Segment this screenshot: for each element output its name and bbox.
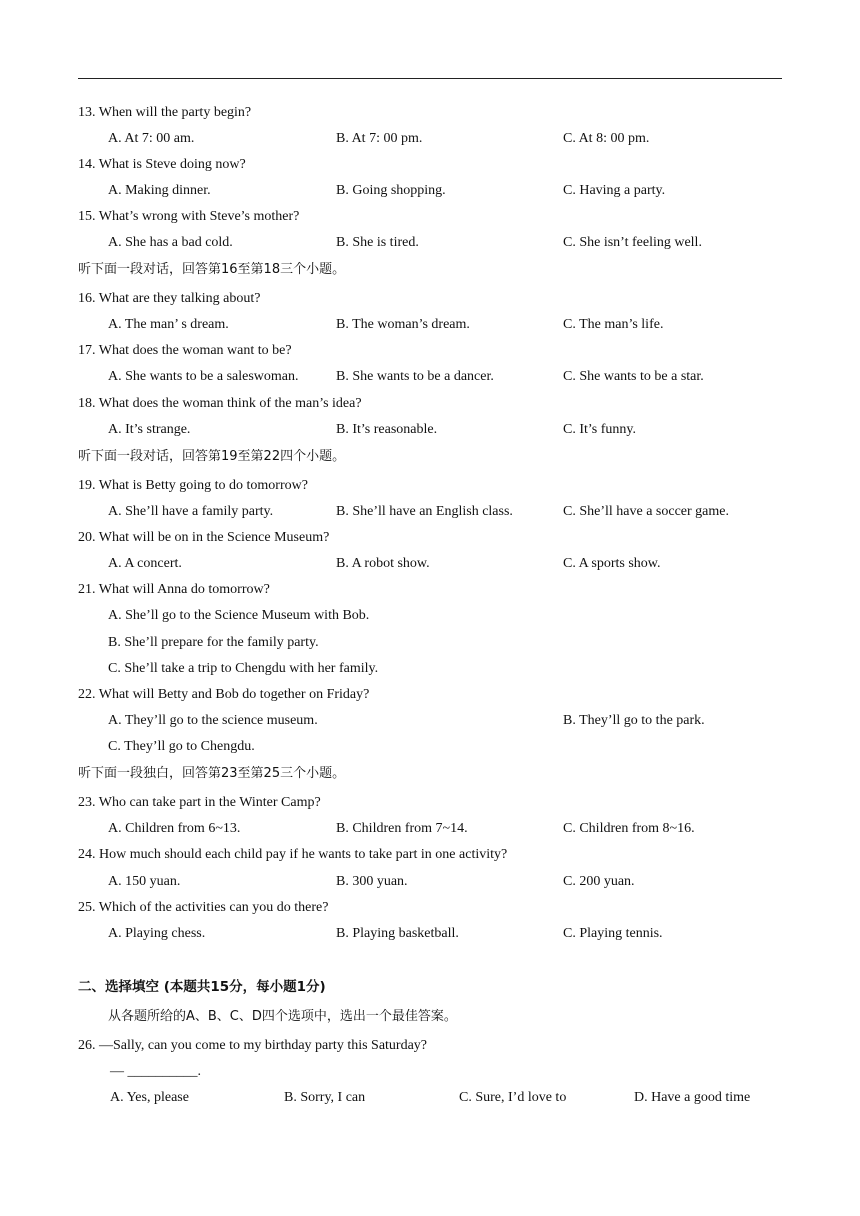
question-20-option-c: C. A sports show. xyxy=(563,556,661,571)
question-13-option-c: C. At 8: 00 pm. xyxy=(563,131,650,146)
section-2-directions: 从各题所给的A、B、C、D四个选项中，选出一个最佳答案。 xyxy=(108,1009,457,1024)
question-21-option-c: C. She’ll take a trip to Chengdu with her family. xyxy=(108,661,379,676)
question-14-option-b: B. Going shopping. xyxy=(336,183,446,198)
question-17-stem: 17. What does the woman want to be? xyxy=(78,343,292,358)
question-22-option-c: C. They’ll go to Chengdu. xyxy=(108,739,255,754)
question-19-option-b: B. She’ll have an English class. xyxy=(336,504,513,519)
question-21-option-b: B. She’ll prepare for the family party. xyxy=(108,635,319,650)
question-26-stem: 26. —Sally, can you come to my birthday party this Saturday? xyxy=(78,1038,428,1053)
question-20-option-b: B. A robot show. xyxy=(336,556,430,571)
question-24-option-a: A. 150 yuan. xyxy=(108,874,181,889)
question-24-option-b: B. 300 yuan. xyxy=(336,874,408,889)
question-14-option-a: A. Making dinner. xyxy=(108,183,211,198)
question-16-option-b: B. The woman’s dream. xyxy=(336,317,470,332)
question-25-option-c: C. Playing tennis. xyxy=(563,926,663,941)
question-15-option-c: C. She isn’t feeling well. xyxy=(563,235,702,250)
question-15-option-b: B. She is tired. xyxy=(336,235,419,250)
question-16-stem: 16. What are they talking about? xyxy=(78,291,261,306)
instruction-16-18: 听下面一段对话，回答第16至第18三个小题。 xyxy=(78,262,346,277)
question-14-stem: 14. What is Steve doing now? xyxy=(78,157,246,172)
question-13-stem: 13. When will the party begin? xyxy=(78,105,252,120)
question-22-option-a: A. They’ll go to the science museum. xyxy=(108,713,318,728)
question-26-option-d: D. Have a good time xyxy=(634,1090,751,1105)
question-25-option-b: B. Playing basketball. xyxy=(336,926,459,941)
question-13-option-b: B. At 7: 00 pm. xyxy=(336,131,423,146)
question-18-stem: 18. What does the woman think of the man’s idea? xyxy=(78,396,362,411)
question-23-option-a: A. Children from 6~13. xyxy=(108,821,241,836)
question-14-option-c: C. Having a party. xyxy=(563,183,666,198)
question-25-option-a: A. Playing chess. xyxy=(108,926,206,941)
question-26-reply-blank: — __________. xyxy=(110,1064,201,1079)
question-18-option-b: B. It’s reasonable. xyxy=(336,422,438,437)
question-17-option-a: A. She wants to be a saleswoman. xyxy=(108,369,299,384)
question-21-option-a: A. She’ll go to the Science Museum with Bob. xyxy=(108,608,370,623)
question-22-option-b: B. They’ll go to the park. xyxy=(563,713,705,728)
question-17-option-b: B. She wants to be a dancer. xyxy=(336,369,494,384)
question-20-option-a: A. A concert. xyxy=(108,556,182,571)
question-19-option-a: A. She’ll have a family party. xyxy=(108,504,274,519)
question-22-stem: 22. What will Betty and Bob do together on Friday? xyxy=(78,687,370,702)
question-20-stem: 20. What will be on in the Science Museum? xyxy=(78,530,330,545)
question-26-option-a: A. Yes, please xyxy=(110,1090,189,1105)
question-13-option-a: A. At 7: 00 am. xyxy=(108,131,195,146)
question-19-option-c: C. She’ll have a soccer game. xyxy=(563,504,729,519)
instruction-23-25: 听下面一段独白，回答第23至第25三个小题。 xyxy=(78,766,346,781)
question-15-option-a: A. She has a bad cold. xyxy=(108,235,233,250)
question-23-option-b: B. Children from 7~14. xyxy=(336,821,468,836)
question-24-stem: 24. How much should each child pay if he wants to take part in one activity? xyxy=(78,847,508,862)
question-25-stem: 25. Which of the activities can you do there? xyxy=(78,900,329,915)
question-26-option-c: C. Sure, I’d love to xyxy=(459,1090,567,1105)
section-2-title: 二、选择填空 (本题共15分，每小题1分) xyxy=(78,979,326,995)
question-26-option-b: B. Sorry, I can xyxy=(284,1090,366,1105)
question-16-option-c: C. The man’s life. xyxy=(563,317,664,332)
question-18-option-a: A. It’s strange. xyxy=(108,422,191,437)
header-rule xyxy=(78,78,782,79)
question-17-option-c: C. She wants to be a star. xyxy=(563,369,704,384)
question-19-stem: 19. What is Betty going to do tomorrow? xyxy=(78,478,308,493)
question-21-stem: 21. What will Anna do tomorrow? xyxy=(78,582,270,597)
instruction-19-22: 听下面一段对话，回答第19至第22四个小题。 xyxy=(78,449,346,464)
question-23-option-c: C. Children from 8~16. xyxy=(563,821,695,836)
question-16-option-a: A. The man’ s dream. xyxy=(108,317,229,332)
question-24-option-c: C. 200 yuan. xyxy=(563,874,635,889)
question-23-stem: 23. Who can take part in the Winter Camp? xyxy=(78,795,321,810)
question-15-stem: 15. What’s wrong with Steve’s mother? xyxy=(78,209,300,224)
question-18-option-c: C. It’s funny. xyxy=(563,422,636,437)
